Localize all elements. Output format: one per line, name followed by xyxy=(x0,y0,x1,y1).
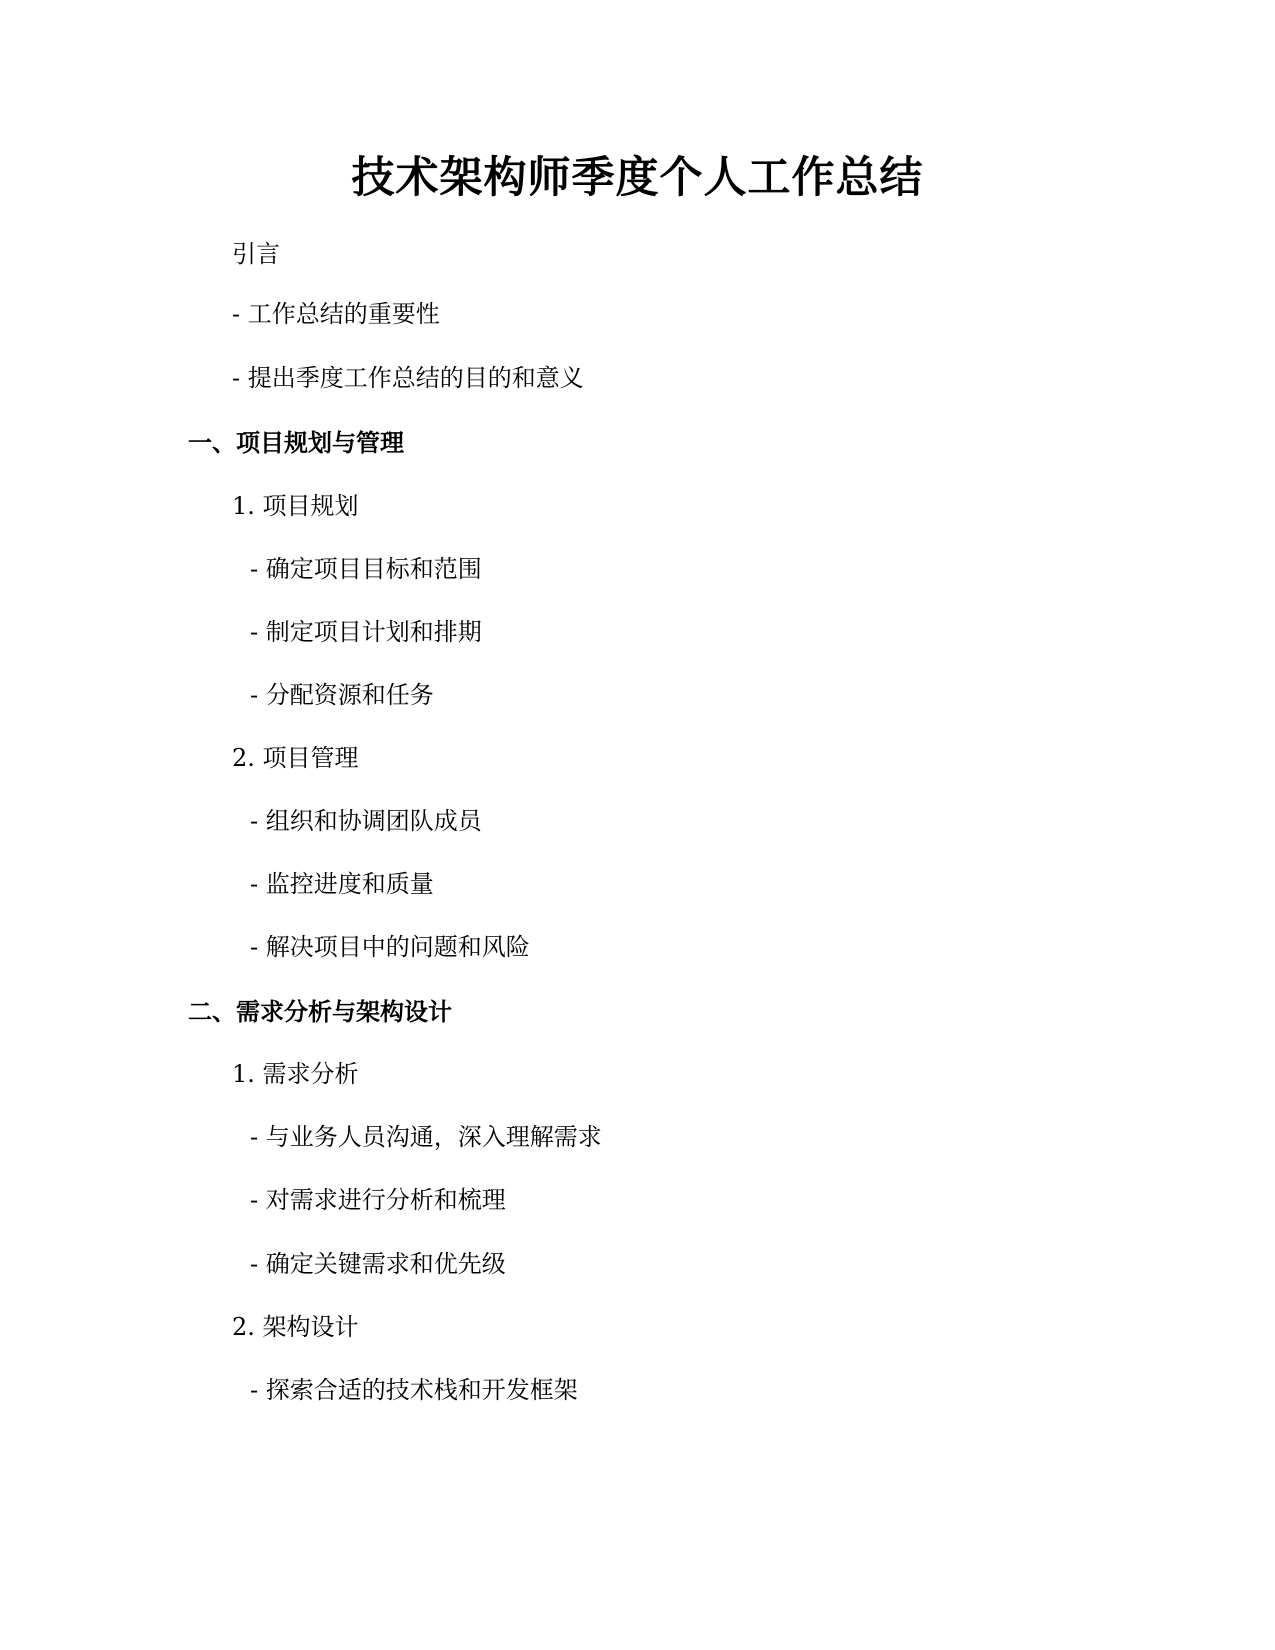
subsection-title: 1. 项目规划 xyxy=(232,492,359,520)
subsection-title: 1. 需求分析 xyxy=(232,1060,359,1088)
document-title: 技术架构师季度个人工作总结 xyxy=(351,153,924,203)
section-heading: 一、项目规划与管理 xyxy=(188,429,404,457)
intro-point: - 工作总结的重要性 xyxy=(232,300,440,328)
intro-point: - 提出季度工作总结的目的和意义 xyxy=(232,364,584,392)
subsection-title: 2. 架构设计 xyxy=(232,1313,359,1341)
section-heading: 二、需求分析与架构设计 xyxy=(188,998,452,1026)
list-item: - 组织和协调团队成员 xyxy=(250,807,482,835)
list-item: - 探索合适的技术栈和开发框架 xyxy=(250,1376,578,1404)
list-item: - 分配资源和任务 xyxy=(250,681,434,709)
list-item: - 制定项目计划和排期 xyxy=(250,618,482,646)
list-item: - 解决项目中的问题和风险 xyxy=(250,933,530,961)
list-item: - 对需求进行分析和梳理 xyxy=(250,1186,506,1214)
list-item: - 确定关键需求和优先级 xyxy=(250,1250,506,1278)
list-item: - 监控进度和质量 xyxy=(250,870,434,898)
list-item: - 确定项目目标和范围 xyxy=(250,555,482,583)
list-item: - 与业务人员沟通，深入理解需求 xyxy=(250,1123,602,1151)
subsection-title: 2. 项目管理 xyxy=(232,744,359,772)
intro-label: 引言 xyxy=(232,240,280,268)
